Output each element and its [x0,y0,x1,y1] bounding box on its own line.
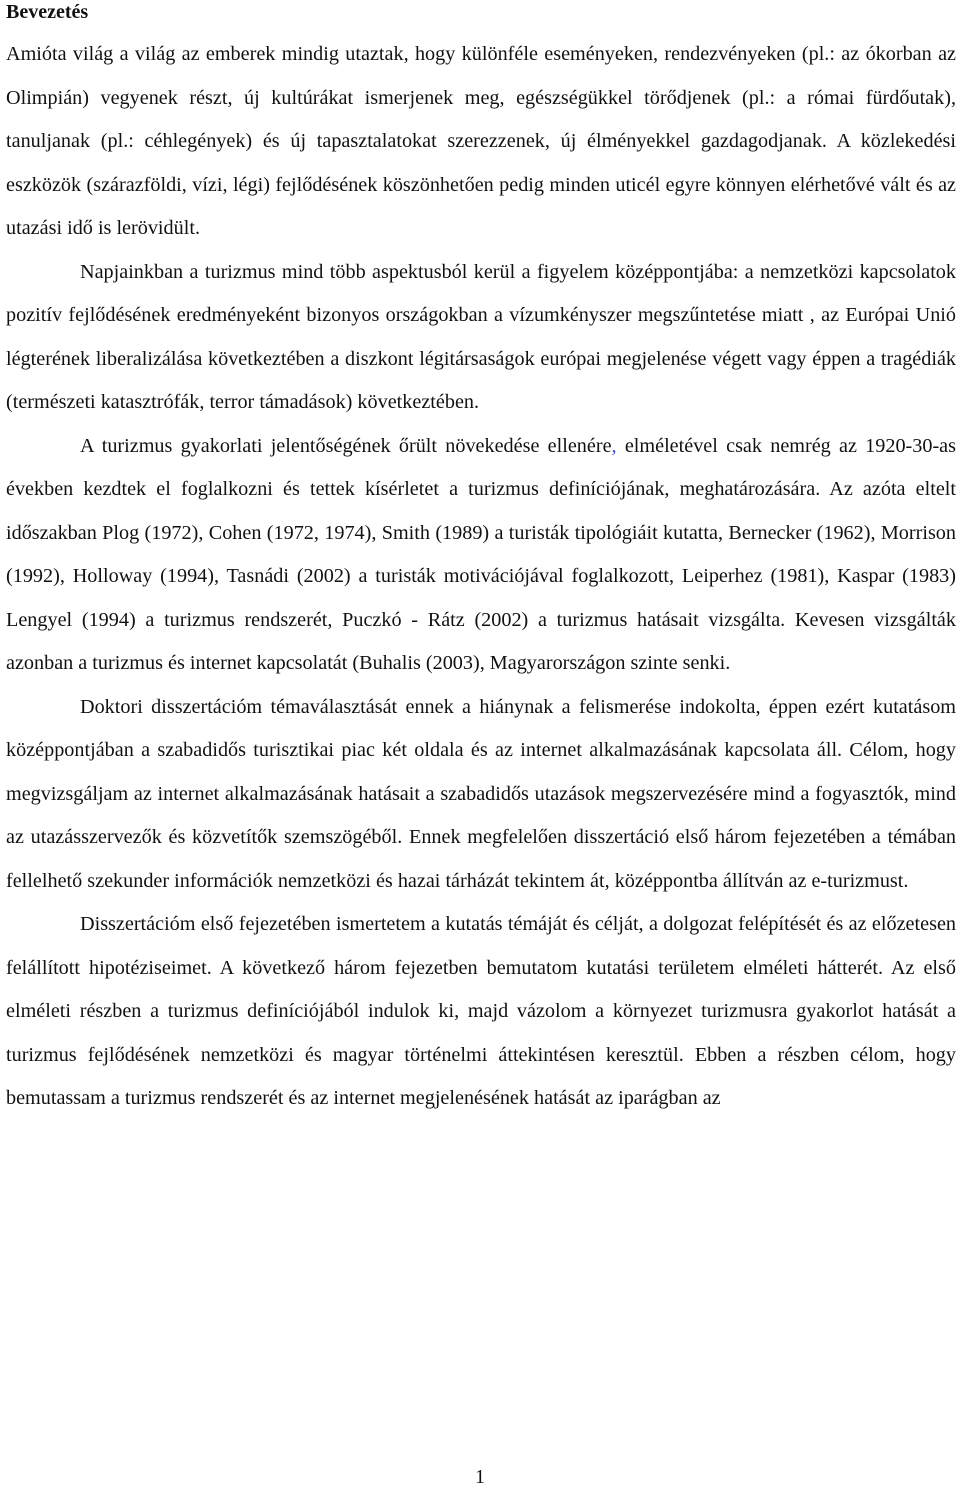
paragraph-5: Disszertációm első fejezetében ismertetem a kutatás témáját és célját, a dolgozat felépítését és az előzetesen felállított hipotéziseimet. A következő három fejezetben bemutatom kutatási területem elméleti hátterét. Az első elméleti részben a turizmus definíciójából indulok ki, majd vázolom a környezet turizmusra gyakorlot hatását a turizmus fejlődésének nemzetközi és magyar történelmi áttekintésen keresztül. Ebben a részben célom, hogy bemutassam a turizmus rendszerét és az internet megjelenésének hatását az iparágban az [6,913,956,1109]
paragraph-1: Amióta világ a világ az emberek mindig utaztak, hogy különféle eseményeken, rendezvényeken (pl.: az ókorban az Olimpián) vegyenek részt, új kultúrákat ismerjenek meg, egészségükkel törődjenek (pl.: a római fürdőutak), tanuljanak (pl.: céhlegények) és új tapasztalatokat szerezzenek, új élményekkel gazdagodjanak. A közlekedési eszközök (szárazföldi, vízi, légi) fejlődésének köszönhetően pedig minden uticél egyre könnyen elérhetővé vált és az utazási idő is lerövidült. [6,43,956,239]
paragraph-3-part-1: A turizmus gyakorlati jelentőségének őrült növekedése ellenére [80,434,612,457]
section-heading: Bevezetés [6,1,89,23]
paragraph-3-highlight: , [611,434,617,457]
paragraph-3-part-2: elméletével csak nemrég az 1920-30-as években kezdtek el foglalkozni és tettek kísérletet a turizmus definíciójának, meghatározására. Az azóta eltelt időszakban Plog (1972), Cohen (1972, 1974), Smith (1989) a turisták tipológiáit kutatta, Bernecker (1962), Morrison (1992), Holloway (1994), Tasnádi (2002) a turisták motivációjával foglalkozott, Leiperhez (1981), Kaspar (1983) Lengyel (1994) a turizmus rendszerét, Puczkó - Rátz (2002) a turizmus hatásait vizsgálta. Kevesen vizsgálták azonban a turizmus és internet kapcsolatát (Buhalis (2003), Magyarországon szinte senki. [6,434,956,674]
document-page [6,0,956,1121]
paragraph-3 [6,425,956,686]
paragraph-4: Doktori disszertációm témaválasztását ennek a hiánynak a felismerése indokolta, éppen ezért kutatásom középpontjában a szabadidős turisztikai piac két oldala és az internet alkalmazásának kapcsolata áll. Célom, hogy megvizsgáljam az internet alkalmazásának hatásait a szabadidős utazások megszervezésére mind a fogyasztók, mind az utazásszervezők és közvetítők szemszögéből. Ennek megfelelően disszertáció első három fejezetében a témában fellelhető szekunder információk nemzetközi és hazai tárházát tekintem át, középpontba állítván az e-turizmust. [6,695,956,892]
paragraph-2: Napjainkban a turizmus mind több aspektusból kerül a figyelem középpontjába: a nemzetközi kapcsolatok pozitív fejlődésének eredményeként bizonyos országokban a vízumkényszer megszűntetése miatt , az Európai Unió légterének liberalizálása következtében a diszkont légitársaságok európai megjelenése végett vagy éppen a tragédiák (természeti katasztrófák, terror támadások) következtében. [6,260,956,413]
page-number: 1 [475,1466,485,1488]
